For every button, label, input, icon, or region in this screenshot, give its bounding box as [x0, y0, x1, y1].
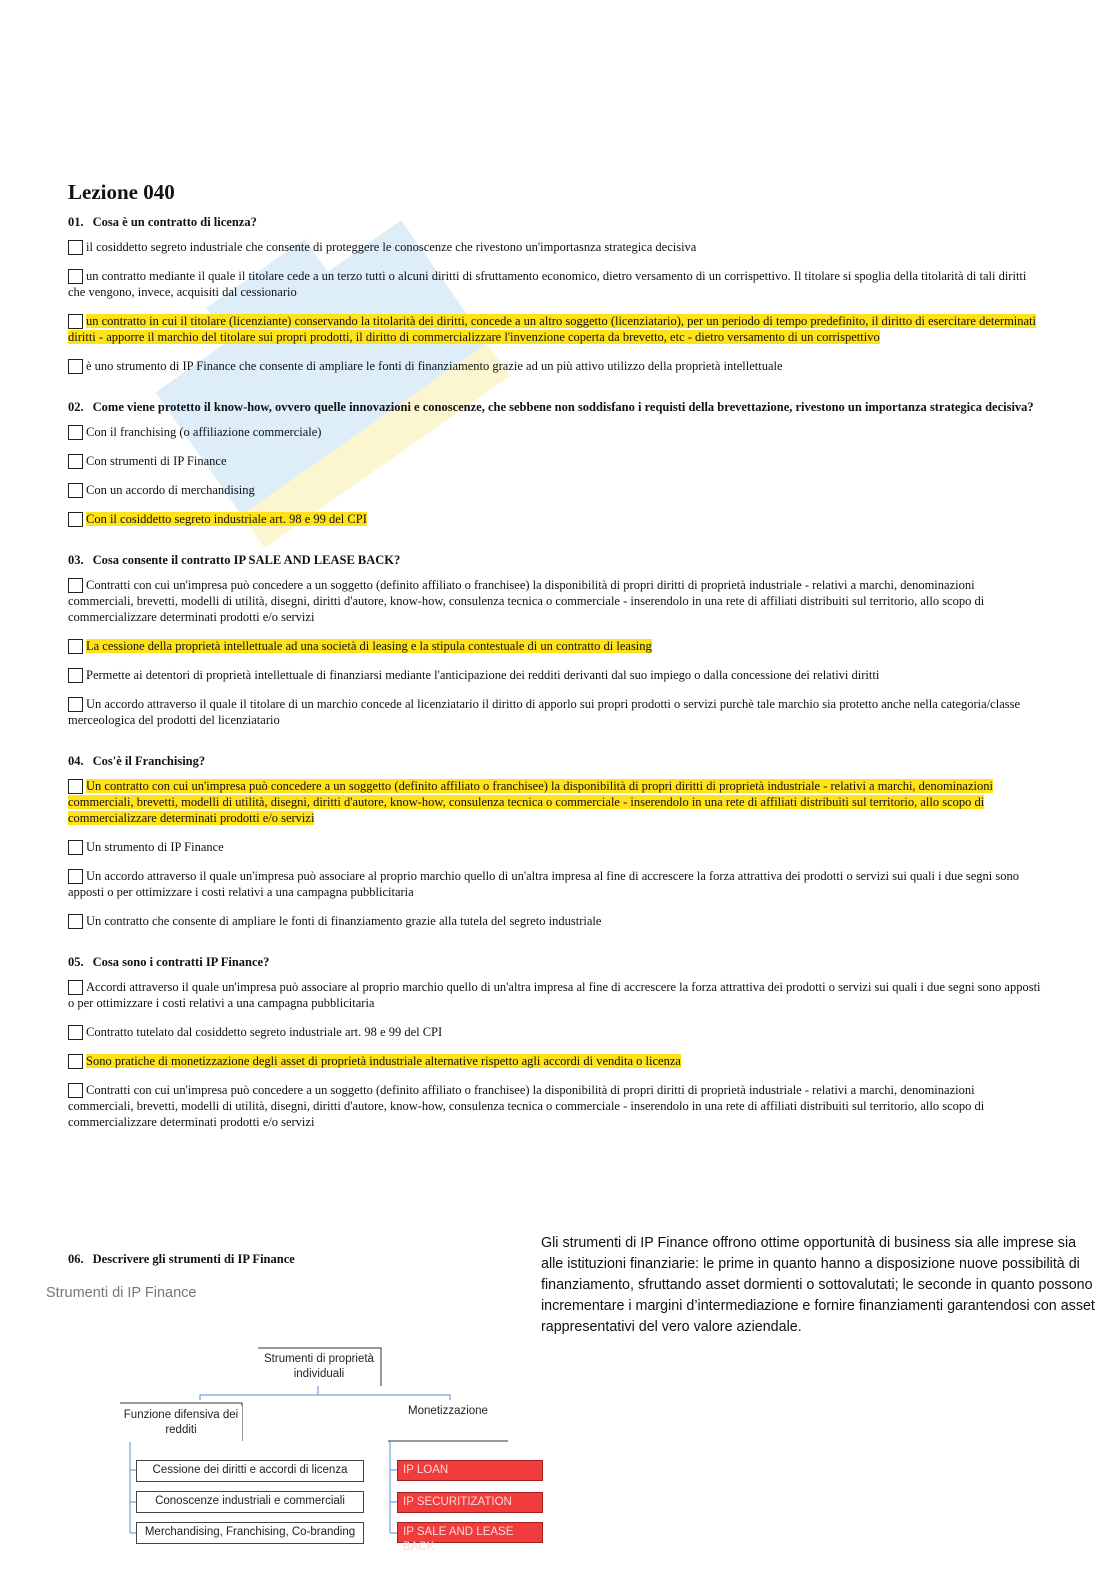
checkbox[interactable] — [68, 697, 83, 712]
option-3d: Un accordo attraverso il quale il titolare di un marchio concede al licenziatario il diritto di apporlo sui propri prodotti o servizi purchè tale marchio sia protetto anche nella categoria/classe merceologica del prodotti del licenziatario — [68, 697, 1021, 727]
question-03 — [68, 553, 1043, 728]
option-2a: Con il franchising (o affiliazione commerciale) — [68, 424, 1043, 440]
answer-paragraph: Gli strumenti di IP Finance offrono ottime opportunità di business sia alle imprese sia alle istituzioni finanziarie: le prime in quanto hanno a disposizione nuove possibilità di finanziamento, sfruttando asset dormienti o sottovalutati; le seconde in quanto possono incrementare i margini d’intermediazione e fornire finanziamenti garantendosi con asset rappresentativi del vero valore aziendale. — [541, 1235, 1095, 1335]
option-1a: il cosiddetto segreto industriale che consente di proteggere le conoscenze che rivestono un'importasnza strategica decisiva — [68, 239, 1043, 255]
question-text: Cosa è un contratto di licenza? — [92, 215, 257, 229]
diagram-left-item-3: Merchandising, Franchising, Co-branding — [136, 1522, 364, 1544]
question-text: Come viene protetto il know-how, ovvero quelle innovazioni e conoscenze, che sebbene non soddisfano i requisti della brevettazione, rivestono un importanza strategica decisiva? — [92, 400, 1034, 414]
option-3c: Permette ai detentori di proprietà intellettuale di finanziarsi mediante l'anticipazione dei redditi derivanti dal suo impiego o dalla concessione dei relativi diritti — [68, 667, 1043, 683]
diagram-left-branch-box: Funzione difensiva dei redditi — [120, 1406, 242, 1442]
checkbox[interactable] — [68, 668, 83, 683]
checkbox[interactable] — [68, 454, 83, 469]
checkbox[interactable] — [68, 314, 83, 329]
option-1b: un contratto mediante il quale il titolare cede a un terzo tutti o alcuni diritti di sfruttamento economico, dietro versamento di un corrispettivo. Il titolare si spoglia della titolarità di tali diritti che vengono, invece, acquisiti dal cessionario — [68, 269, 1027, 299]
question-05 — [68, 955, 1043, 1130]
page-title: Lezione 040 — [68, 180, 175, 204]
option-1c-highlighted: un contratto in cui il titolare (licenziante) conservando la titolarità dei diritti, concede a un altro soggetto (licenziatario), per un periodo di tempo predefinito, il diritto di esercitare determinati diritti - apporre il marchio del titolare sui propri prodotti, il diritto di commercializzare l'invenzione coperta da brevetto, etc - dietro versamento di un corrispettivo — [68, 314, 1037, 344]
question-number: 03. — [68, 553, 84, 567]
option-4a-highlighted: Un contratto con cui un'impresa può concedere a un soggetto (definito affiliato o franchisee) la disponibilità di propri diritti di proprietà industriale - relativi a marchi, denominazioni commerciali, brevetti, modelli di utilità, disegni, diritti d'autore, know-how, consulenza tecnica o commerciale - inserendolo in una rete di affiliati distribuiti sul territorio, allo scopo di commercializzare determinati prodotti e/o servizi — [68, 779, 993, 825]
diagram-right-item-2: IP SECURITIZATION — [397, 1492, 543, 1513]
option-3b-highlighted: La cessione della proprietà intellettuale ad una società di leasing e la stipula contestuale di un contratto di leasing — [68, 638, 1043, 654]
checkbox[interactable] — [68, 240, 83, 255]
option-4b: Un strumento di IP Finance — [68, 839, 1043, 855]
question-text: Cosa sono i contratti IP Finance? — [92, 955, 270, 969]
option-5c-highlighted: Sono pratiche di monetizzazione degli asset di proprietà industriale alternative rispetto agli accordi di vendita o licenza — [68, 1053, 1043, 1069]
option-2b: Con strumenti di IP Finance — [68, 453, 1043, 469]
option-2d-highlighted: Con il cosiddetto segreto industriale art. 98 e 99 del CPI — [68, 511, 1043, 527]
checkbox[interactable] — [68, 269, 83, 284]
checkbox[interactable] — [68, 512, 83, 527]
diagram-left-item-1: Cessione dei diritti e accordi di licenza — [136, 1460, 364, 1482]
question-06 — [68, 1252, 295, 1267]
checkbox[interactable] — [68, 1025, 83, 1040]
checkbox[interactable] — [68, 914, 83, 929]
option-3a: Contratti con cui un'impresa può concedere a un soggetto (definito affiliato o franchisee) la disponibilità di propri diritti di proprietà industriale - relativi a marchi, denominazioni commerciali, brevetti, modelli di utilità, disegni, diritti d'autore, know-how, consulenza tecnica o commerciale - inserendolo in una rete di affiliati distribuiti sul territorio, allo scopo di commercializzare determinati prodotti e/o servizi — [68, 578, 985, 624]
checkbox[interactable] — [68, 359, 83, 374]
checkbox[interactable] — [68, 980, 83, 995]
question-number: 02. — [68, 400, 84, 414]
option-4d: Un contratto che consente di ampliare le fonti di finanziamento grazie alla tutela del segreto industriale — [68, 913, 1043, 929]
diagram-left-item-2: Conoscenze industriali e commerciali — [136, 1491, 364, 1513]
question-04 — [68, 754, 1043, 929]
diagram-subtitle: Strumenti di IP Finance — [46, 1285, 197, 1301]
checkbox[interactable] — [68, 869, 83, 884]
checkbox[interactable] — [68, 578, 83, 593]
checkbox[interactable] — [68, 1083, 83, 1098]
question-number: 04. — [68, 754, 84, 768]
diagram-right-branch-box: Monetizzazione — [388, 1402, 508, 1440]
option-1d: è uno strumento di IP Finance che consente di ampliare le fonti di finanziamento grazie ad un più attivo utilizzo della proprietà intellettuale — [68, 358, 1043, 374]
question-number: 06. — [68, 1252, 84, 1266]
checkbox[interactable] — [68, 483, 83, 498]
diagram-right-item-1: IP LOAN — [397, 1460, 543, 1481]
question-number: 01. — [68, 215, 84, 229]
question-01 — [68, 215, 1043, 374]
checkbox[interactable] — [68, 639, 83, 654]
option-5b: Contratto tutelato dal cosiddetto segreto industriale art. 98 e 99 del CPI — [68, 1024, 1043, 1040]
question-02 — [68, 400, 1043, 527]
question-text: Cos'è il Franchising? — [92, 754, 206, 768]
checkbox[interactable] — [68, 779, 83, 794]
option-2c: Con un accordo di merchandising — [68, 482, 1043, 498]
question-number: 05. — [68, 955, 84, 969]
question-text: Descrivere gli strumenti di IP Finance — [92, 1252, 295, 1266]
document-body — [68, 180, 1043, 1143]
option-5a: Accordi attraverso il quale un'impresa può associare al proprio marchio quello di un'altra impresa al fine di accrescere la forza attrattiva dei prodotti o servizi sui quali i due segni sono apposti o per ottimizzare i costi relativi a una campagna pubblicitaria — [68, 980, 1041, 1010]
question-text: Cosa consente il contratto IP SALE AND LEASE BACK? — [92, 553, 401, 567]
diagram-right-item-3: IP SALE AND LEASE BACK — [397, 1522, 543, 1543]
checkbox[interactable] — [68, 1054, 83, 1069]
diagram-root-box: Strumenti di proprietà individuali — [258, 1350, 380, 1386]
checkbox[interactable] — [68, 840, 83, 855]
checkbox[interactable] — [68, 425, 83, 440]
option-4c: Un accordo attraverso il quale un'impresa può associare al proprio marchio quello di un'altra impresa al fine di accrescere la forza attrattiva dei prodotti o servizi sui quali i due segni sono apposti o per ottimizzare i costi relativi a una campagna pubblicitaria — [68, 869, 1019, 899]
option-5d: Contratti con cui un'impresa può concedere a un soggetto (definito affiliato o franchisee) la disponibilità di propri diritti di proprietà industriale - relativi a marchi, denominazioni commerciali, brevetti, modelli di utilità, disegni, diritti d'autore, know-how, consulenza tecnica o commerciale - inserendolo in una rete di affiliati distribuiti sul territorio, allo scopo di commercializzare determinati prodotti e/o servizi — [68, 1083, 985, 1129]
